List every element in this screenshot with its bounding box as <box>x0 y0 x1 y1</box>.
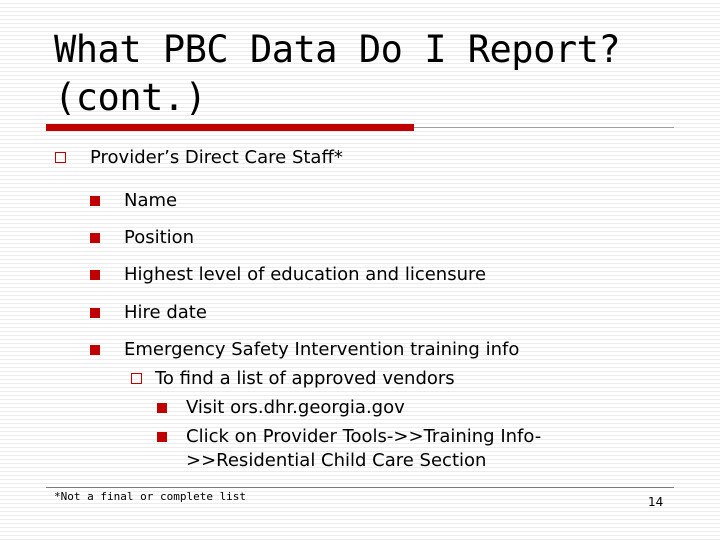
sub-sub-bullet-text: Visit ors.dhr.georgia.gov <box>186 397 405 418</box>
solid-square-bullet-icon <box>90 233 100 243</box>
page-number: 14 <box>648 495 664 509</box>
footnote: *Not a final or complete list <box>54 490 247 503</box>
solid-square-bullet-icon <box>157 432 167 442</box>
hollow-square-bullet-icon <box>131 373 142 384</box>
solid-square-bullet-icon <box>90 308 100 318</box>
list-item-text: Hire date <box>124 302 207 323</box>
list-item-text: Name <box>124 190 178 211</box>
list-item-text: Position <box>124 227 195 248</box>
solid-square-bullet-icon <box>90 196 100 206</box>
solid-square-bullet-icon <box>157 403 167 413</box>
title-underline-rule <box>414 127 674 128</box>
solid-square-bullet-icon <box>90 270 100 280</box>
slide-title-line-1: What PBC Data Do I Report? <box>54 28 621 71</box>
solid-square-bullet-icon <box>90 345 100 355</box>
slide-title-line-2: (cont.) <box>54 76 207 119</box>
sub-sub-bullet-text: Click on Provider Tools->>Training Info- <box>186 426 542 447</box>
footer-rule <box>46 487 674 488</box>
main-bullet-text: Provider’s Direct Care Staff* <box>90 147 343 168</box>
list-item-text: Emergency Safety Intervention training info <box>124 339 520 360</box>
title-underline-accent <box>46 124 414 131</box>
sub-sub-bullet-continuation: >>Residential Child Care Section <box>186 450 487 471</box>
list-item-text: Highest level of education and licensure <box>124 264 487 285</box>
slide-title <box>54 26 694 122</box>
hollow-square-bullet-icon <box>55 152 66 163</box>
sub-bullet-text: To find a list of approved vendors <box>155 368 455 389</box>
